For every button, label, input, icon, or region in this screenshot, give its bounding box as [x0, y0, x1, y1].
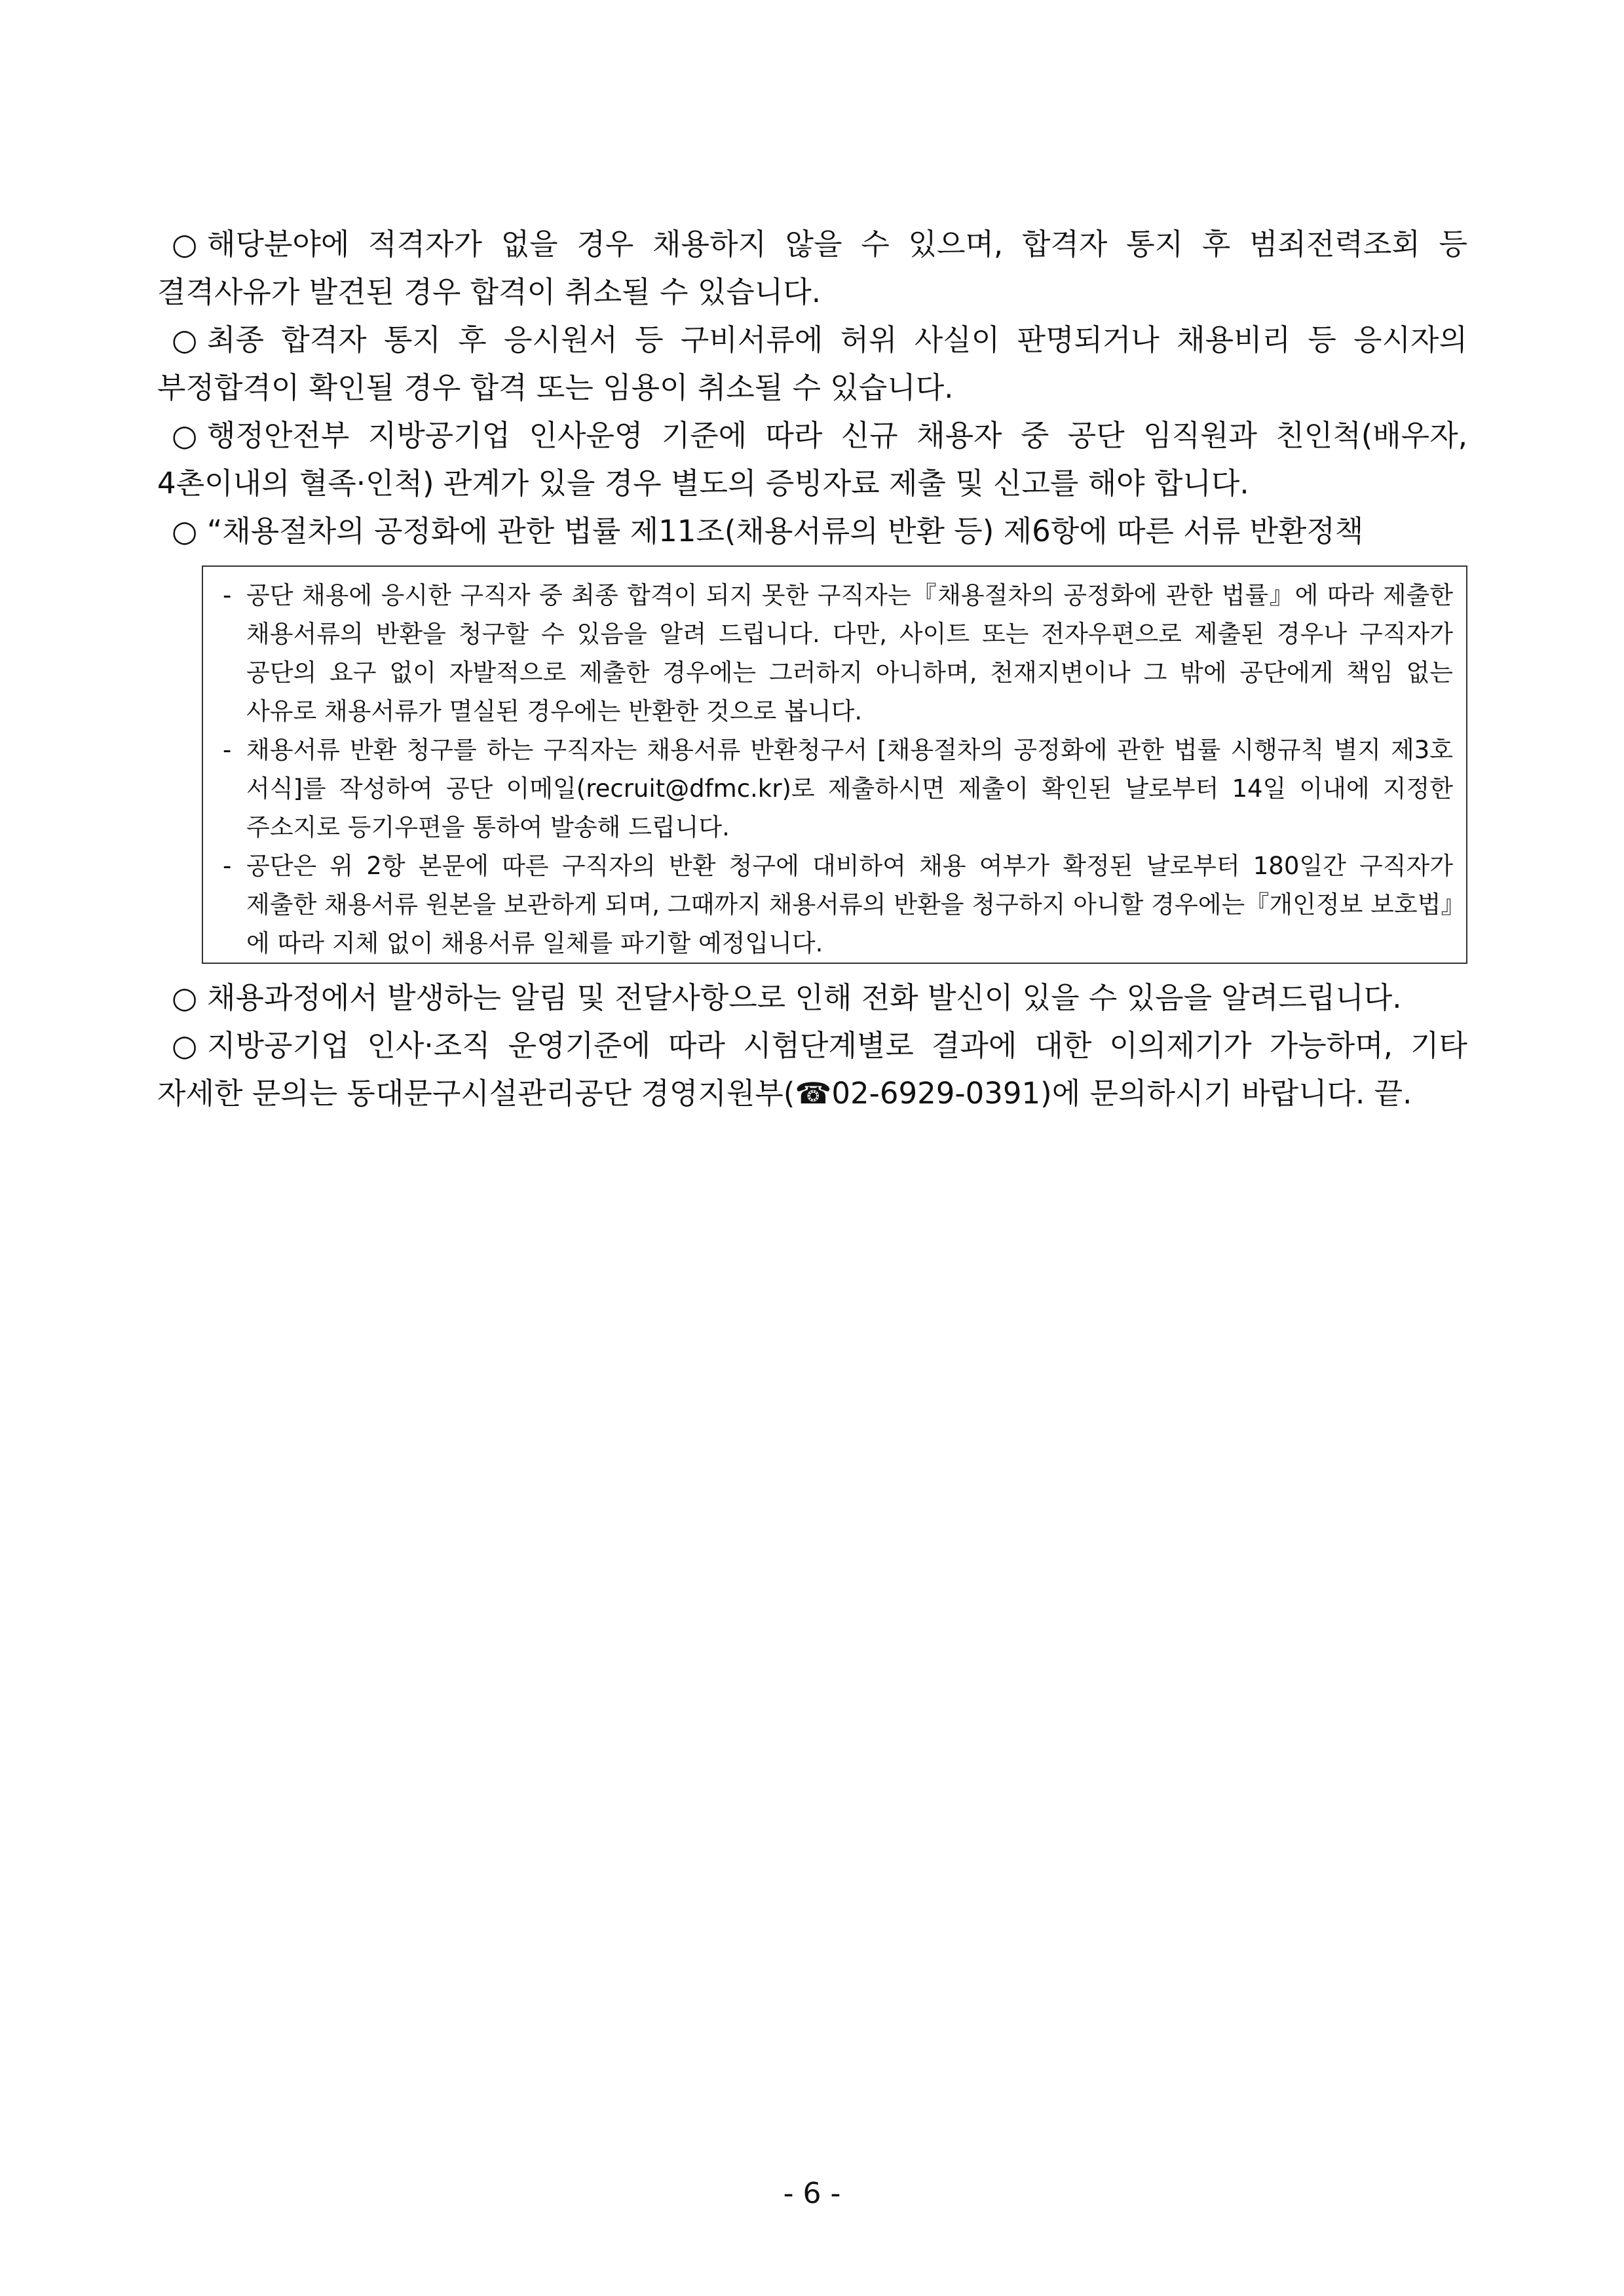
paragraph-text: 행정안전부 지방공기업 인사운영 기준에 따라 신규 채용자 중 공단 임직원과 친인척(배우자, 4촌이내의 혈족·인척) 관계가 있을 경우 별도의 증빙자료 제출 및 신고를 해야 합니다.	[157, 418, 1467, 501]
circle-bullet-icon: ○	[172, 418, 198, 453]
dash-bullet: -	[223, 736, 232, 764]
return-policy-item	[217, 847, 1453, 963]
notice-paragraph-disqualification	[157, 220, 1467, 316]
notice-paragraph-phone-calls	[157, 974, 1467, 1022]
return-policy-text: 공단 채용에 응시한 구직자 중 최종 합격이 되지 못한 구직자는『채용절차의 공정화에 관한 법률』에 따라 제출한 채용서류의 반환을 청구할 수 있음을 알려 드립니다. 다만, 사이트 또는 전자우편으로 제출된 경우나 구직자가 공단의 요구 없이 자발적으로 제출한 경우에는 그러하지 아니하며, 천재지변이나 그 밖에 공단에게 책임 없는 사유로 채용서류가 멸실된 경우에는 반환한 것으로 봅니다.	[246, 581, 1453, 725]
paragraph-text: “채용절차의 공정화에 관한 법률 제11조(채용서류의 반환 등) 제6항에 따른 서류 반환정책	[207, 514, 1364, 548]
circle-bullet-icon: ○	[172, 322, 198, 357]
circle-bullet-icon: ○	[172, 980, 198, 1015]
paragraph-text: 지방공기업 인사·조직 운영기준에 따라 시험단계별로 결과에 대한 이의제기가 가능하며, 기타 자세한 문의는 동대문구시설관리공단 경영지원부(☎02-6929-0391)에 문의하시기 바랍니다. 끝.	[157, 1028, 1467, 1111]
notice-paragraph-appeals-contact	[157, 1022, 1467, 1117]
paragraph-text: 해당분야에 적격자가 없을 경우 채용하지 않을 수 있으며, 합격자 통지 후 범죄전력조회 등 결격사유가 발견된 경우 합격이 취소될 수 있습니다.	[157, 227, 1467, 309]
return-policy-item	[217, 731, 1453, 847]
circle-bullet-icon: ○	[172, 514, 198, 548]
return-policy-text: 공단은 위 2항 본문에 따른 구직자의 반환 청구에 대비하여 채용 여부가 확정된 날로부터 180일간 구직자가 제출한 채용서류 원본을 보관하게 되며, 그때까지 채용서류의 반환을 청구하지 아니할 경우에는『개인정보 보호법』에 따라 지체 없이 채용서류 일체를 파기할 예정입니다.	[246, 852, 1453, 957]
dash-bullet: -	[223, 852, 232, 880]
return-policy-item	[217, 576, 1453, 731]
circle-bullet-icon: ○	[172, 1028, 198, 1063]
notice-paragraph-relatives	[157, 411, 1467, 507]
circle-bullet-icon: ○	[172, 227, 198, 261]
paragraph-text: 최종 합격자 통지 후 응시원서 등 구비서류에 허위 사실이 판명되거나 채용비리 등 응시자의 부정합격이 확인될 경우 합격 또는 임용이 취소될 수 있습니다.	[157, 322, 1467, 405]
notice-paragraph-fraud	[157, 316, 1467, 411]
notice-paragraph-return-policy-title	[157, 507, 1467, 555]
return-policy-text: 채용서류 반환 청구를 하는 구직자는 채용서류 반환청구서 [채용절차의 공정화에 관한 법률 시행규칙 별지 제3호 서식]를 작성하여 공단 이메일(recruit@dfmc.kr)로 제출하시면 제출이 확인된 날로부터 14일 이내에 지정한 주소지로 등기우편을 통하여 발송해 드립니다.	[246, 736, 1453, 841]
dash-bullet: -	[223, 581, 232, 609]
page-number: - 6 -	[783, 2177, 841, 2210]
return-policy-box	[202, 565, 1467, 964]
paragraph-text: 채용과정에서 발생하는 알림 및 전달사항으로 인해 전화 발신이 있을 수 있음을 알려드립니다.	[207, 980, 1402, 1015]
